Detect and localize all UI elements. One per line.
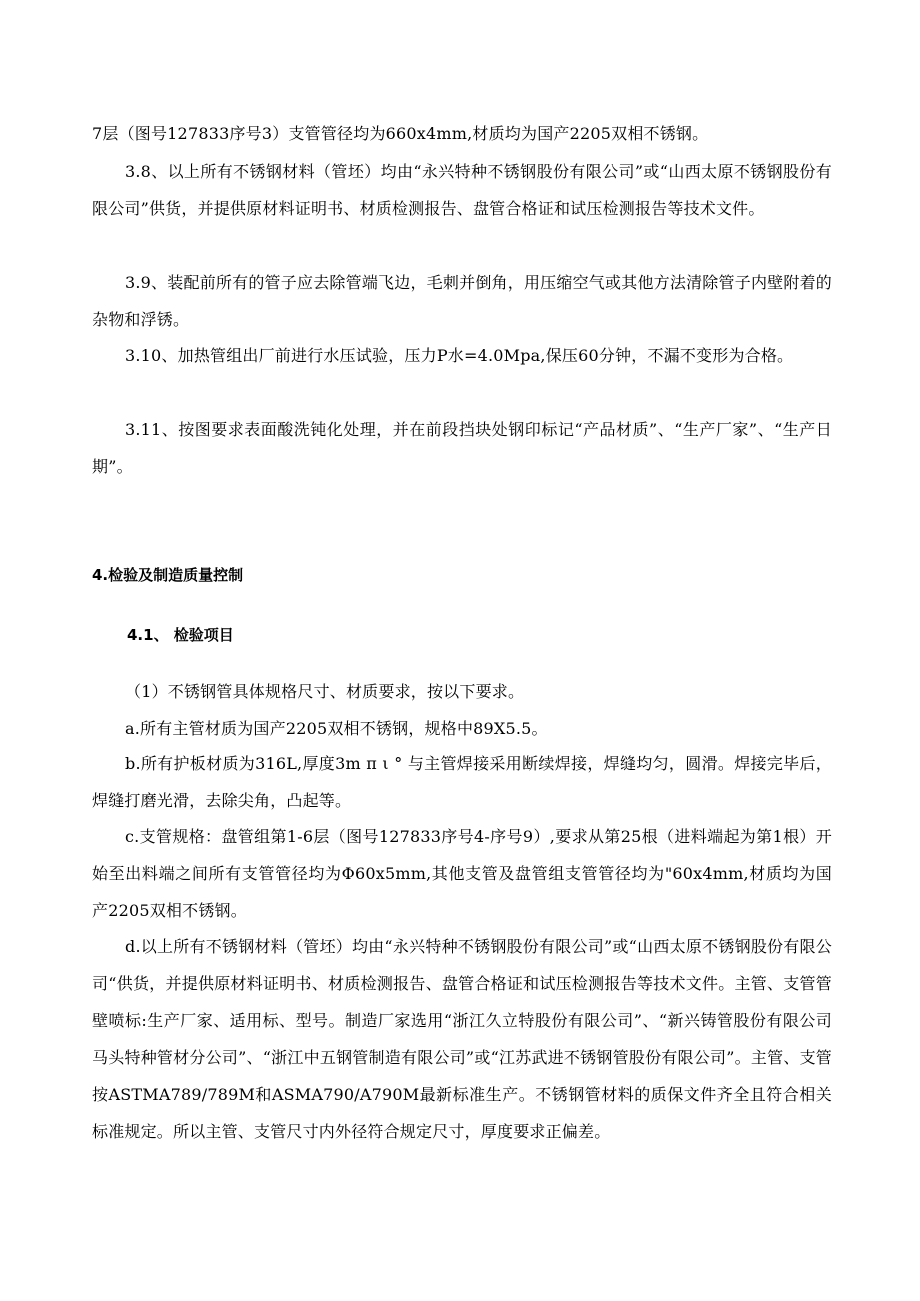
paragraph-1-steel-pipe-requirements: （1）不锈钢管具体规格尺寸、材质要求，按以下要求。 — [125, 682, 525, 701]
subsection-heading-inspection-items: 4.1、 检验项目 — [127, 626, 234, 644]
paragraph-d-material-supply-standards: d.以上所有不锈钢材料（管坯）均由“永兴特种不锈钢股份有限公司”或“山西太原不锈钢股份有限公司“供货，并提供原材料证明书、材质检测报告、盘管合格证和试压检测报告等技术文件。主管、支管管壁喷标:生产厂家、适用标、型号。制造厂家选用“浙江久立特股份有限公司”、“新兴铸管股份有限公司马头特种管材分公司”、“浙江中五钢管制造有限公司”或“江苏武进不锈钢管股份有限公司”。主管、支管按ASTMA789/789M和ASMA790/A790M最新标准生产。不锈钢管材料的质保文件齐全且符合相关标准规定。所以主管、支管尺寸内外径符合规定尺寸，厚度要求正偏差。 — [92, 937, 832, 1141]
paragraph-3-10-pressure-test: 3.10、加热管组出厂前进行水压试验，压力P水=4.0Mpa,保压60分钟，不漏不变形为合格。 — [125, 346, 794, 365]
paragraph-a-main-pipe-material: a.所有主管材质为国产2205双相不锈钢，规格中89X5.5。 — [125, 719, 548, 738]
paragraph-c-branch-pipe-spec: c.支管规格：盘管组第1-6层（图号127833序号4-序号9）,要求从第25根（进料端起为第1根）开始至出料端之间所有支管管径均为Φ60x5mm,其他支管及盘管组支管管径均为"60x4mm,材质均为国产2205双相不锈钢。 — [92, 827, 832, 920]
paragraph-3-8-material-supply: 3.8、以上所有不锈钢材料（管坯）均由“永兴特种不锈钢股份有限公司”或“山西太原不锈钢股份有限公司”供货，并提供原材料证明书、材质检测报告、盘管合格证和试压检测报告等技术文件。 — [92, 162, 832, 218]
paragraph-layer7-pipe-spec: 7层（图号127833序号3）支管管径均为660x4mm,材质均为国产2205双相不锈钢。 — [92, 124, 709, 143]
section-heading-inspection-quality: 4.检验及制造质量控制 — [92, 566, 244, 584]
paragraph-b-guard-plate-material: b.所有护板材质为316L,厚度3m π ι ° 与主管焊接采用断续焊接，焊缝均匀，圆滑。焊接完毕后，焊缝打磨光滑，去除尖角，凸起等。 — [92, 754, 832, 810]
paragraph-3-11-passivation-marking: 3.11、按图要求表面酸洗钝化处理，并在前段挡块处钢印标记“产品材质”、“生产厂家”、“生产日期”。 — [92, 420, 832, 476]
paragraph-3-9-assembly-cleaning: 3.9、装配前所有的管子应去除管端飞边，毛刺并倒角，用压缩空气或其他方法清除管子内壁附着的杂物和浮锈。 — [92, 273, 832, 329]
